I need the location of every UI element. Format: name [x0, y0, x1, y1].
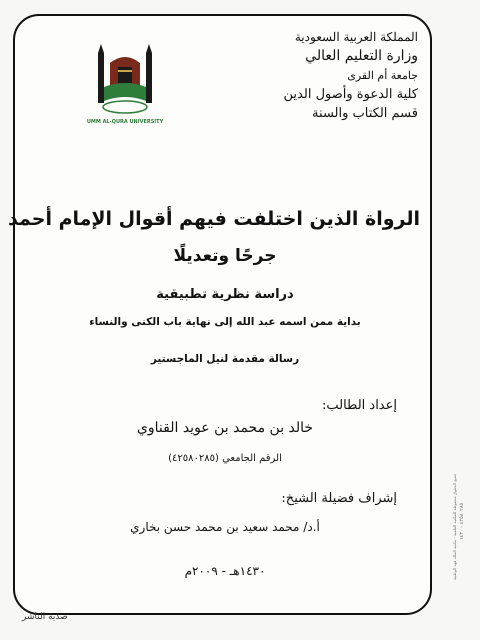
side-reference-number: ٤٢٥٨٠٢٨٥ - ١٤٣٠: [459, 502, 465, 540]
student-id: الرقم الجامعي (٤٢٥٨٠٢٨٥): [168, 453, 282, 464]
supervisor-name: أ.د/ محمد سعيد بن محمد حسن بخاري: [130, 520, 320, 534]
supervision-label: إشراف فضيلة الشيخ:: [281, 491, 397, 506]
publisher-stamp: صدية الناشر: [22, 612, 68, 622]
student-name: خالد بن محمد بن عويد القناوي: [136, 420, 314, 436]
logo-caption: UMM AL-QURA UNIVERSITY: [86, 119, 164, 125]
side-copyright-note: جميع الحقوق محفوظة للمكتبة العلمية - مكتبة الملك فهد الوطنية: [452, 473, 457, 580]
university-logo: [86, 43, 164, 133]
book-shape: [104, 83, 146, 101]
thesis-purpose: رسالة مقدمة لنيل الماجستير: [150, 353, 300, 365]
thesis-title-line2: جرحًا وتعديلًا: [173, 246, 277, 266]
preparation-label: إعداد الطالب:: [321, 398, 397, 413]
ministry-line: وزارة التعليم العالي: [305, 48, 418, 64]
minaret-right: [146, 53, 152, 103]
kingdom-line: المملكة العربية السعودية: [294, 30, 418, 44]
thesis-scope: بداية ممن اسمه عبد الله إلى نهاية باب الكنى والنساء: [89, 316, 361, 328]
thesis-date: ١٤٣٠هـ - ٢٠٠٩م: [184, 564, 266, 578]
kaaba-shape: [118, 67, 132, 83]
institution-header: [258, 28, 418, 123]
college-line: كلية الدعوة وأصول الدين: [283, 87, 418, 102]
department-line: قسم الكتاب والسنة: [312, 106, 418, 121]
thesis-subtitle: دراسة نظرية تطبيقية: [156, 287, 294, 302]
university-line: جامعة أم القرى: [347, 69, 418, 82]
minaret-left: [98, 53, 104, 103]
thesis-title-line1: الرواة الذين اختلفت فيهم أقوال الإمام أحمد: [8, 208, 420, 230]
